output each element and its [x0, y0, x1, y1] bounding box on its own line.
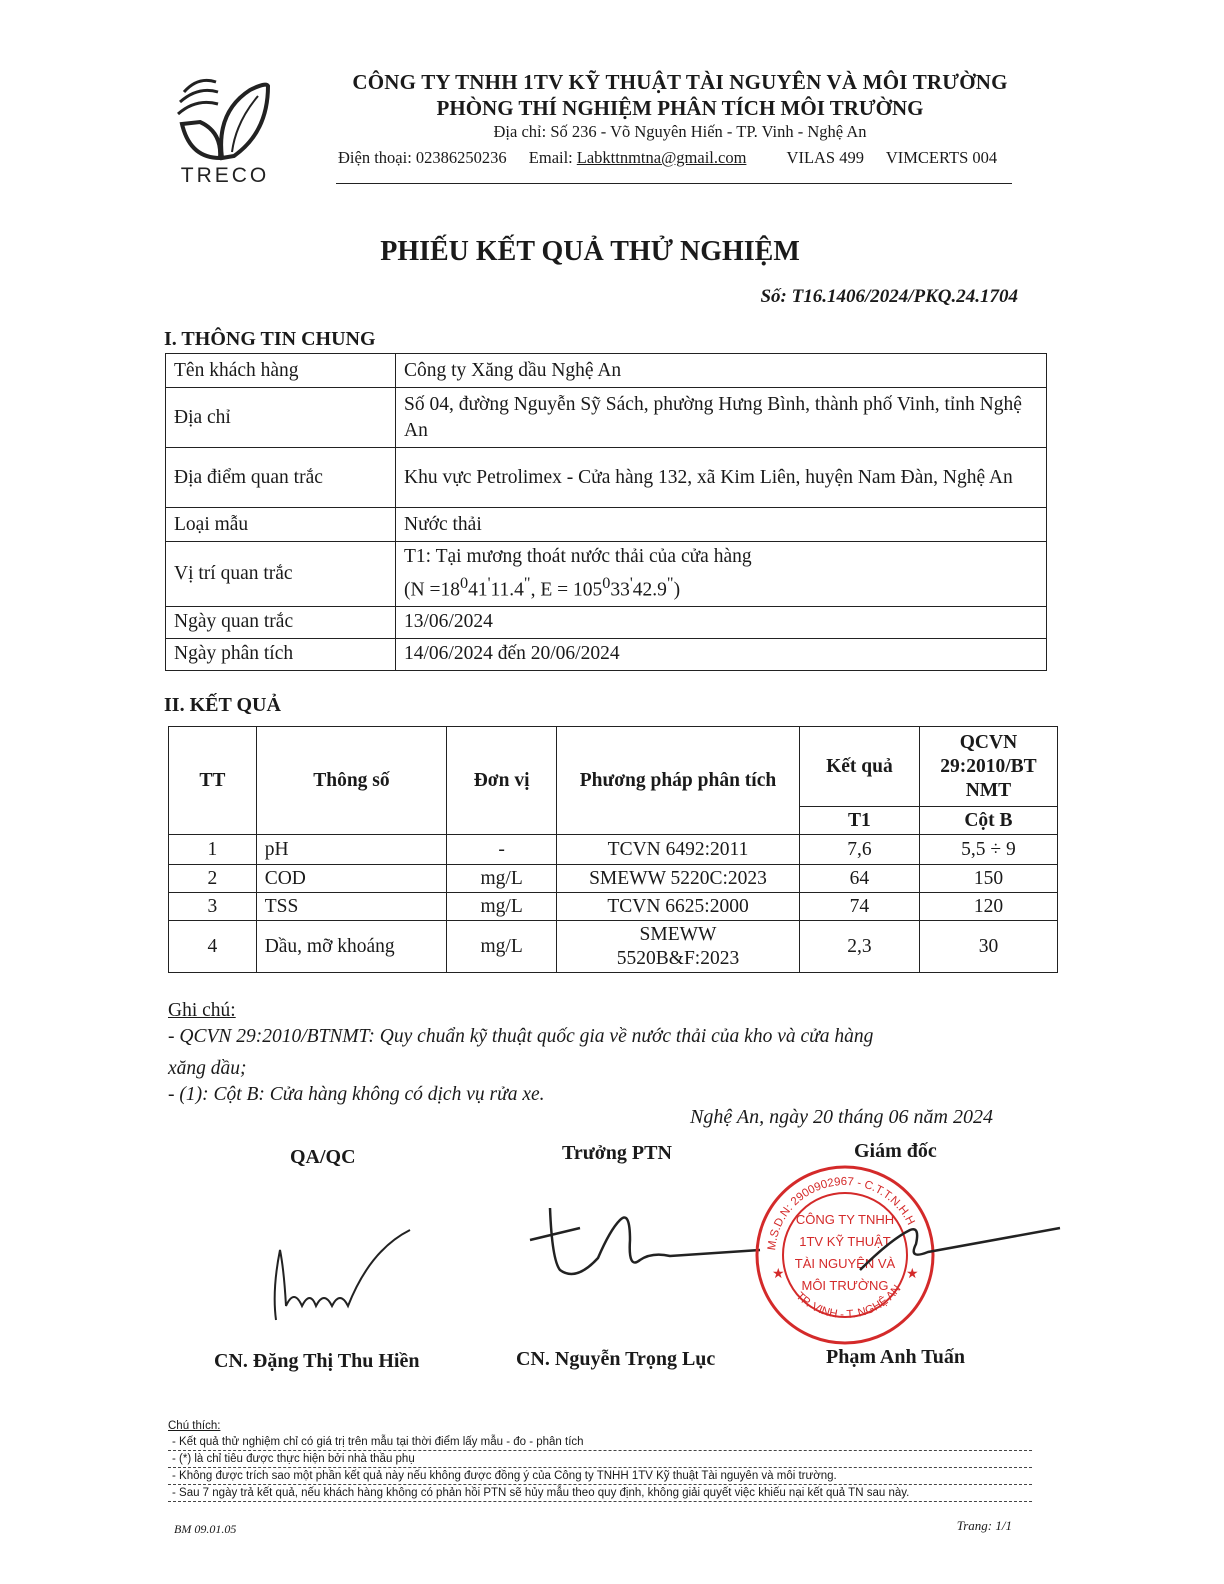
- row-unit: -: [447, 835, 557, 865]
- info-value: Số 04, đường Nguyễn Sỹ Sách, phường Hưng Bình, thành phố Vinh, tỉnh Nghệ An: [396, 388, 1047, 448]
- monitoring-coordinates: [404, 570, 1038, 604]
- row-result: 64: [799, 865, 919, 893]
- company-name: CÔNG TY TNHH 1TV KỸ THUẬT TÀI NGUYÊN VÀ MÔI TRƯỜNG: [352, 70, 1008, 94]
- seal-line: TÀI NGUYÊN VÀ: [794, 1256, 896, 1271]
- row-method: SMEWW 5520B&F:2023: [557, 921, 800, 973]
- seal-line: 1TV KỸ THUẬT: [799, 1234, 891, 1249]
- company-logo: [170, 72, 280, 190]
- notes-title: Ghi chú:: [168, 1000, 236, 1021]
- info-key: Địa chỉ: [166, 388, 396, 448]
- company-address: Địa chỉ: Số 236 - Võ Nguyên Hiến - TP. Vinh - Nghệ An: [493, 122, 867, 141]
- info-key: Loại mẫu: [166, 508, 396, 542]
- coord-part: ": [523, 574, 531, 592]
- col-header-result: Kết quả: [799, 727, 919, 807]
- row-param: COD: [256, 865, 447, 893]
- table-row: [166, 638, 1047, 670]
- row-param: pH: [256, 835, 447, 865]
- coord-part: 11.4: [490, 579, 524, 601]
- col-header-tt: TT: [169, 727, 257, 835]
- coord-part: ': [487, 574, 491, 592]
- section-results-heading: II. KẾT QUẢ: [164, 694, 281, 716]
- email-label: Email:: [528, 148, 573, 167]
- info-value-cell: [396, 542, 1047, 607]
- info-value: 14/06/2024 đến 20/06/2024: [396, 638, 1047, 670]
- document-number: Số: T16.1406/2024/PKQ.24.1704: [760, 286, 1018, 307]
- row-param: Dầu, mỡ khoáng: [256, 921, 447, 973]
- lab-head-signer-name: CN. Nguyễn Trọng Lục: [516, 1348, 716, 1370]
- coord-part: ): [673, 579, 681, 601]
- email-link[interactable]: Labkttnmtna@gmail.com: [576, 148, 747, 167]
- lab-head-signature-icon: [520, 1200, 770, 1290]
- leaf-logo-icon: [170, 72, 280, 164]
- row-limit: 5,5 ÷ 9: [919, 835, 1057, 865]
- seal-line: MÔI TRƯỜNG: [801, 1278, 889, 1293]
- table-row: [166, 354, 1047, 388]
- coord-part: 33: [610, 579, 630, 601]
- coord-part: , E = 105: [530, 579, 603, 601]
- coord-part: 41: [468, 579, 488, 601]
- row-limit: 30: [919, 921, 1057, 973]
- footer-line: - Kết quả thử nghiệm chỉ có giá trị trên mẫu tại thời điểm lấy mẫu - đo - phân tích: [168, 1434, 1032, 1451]
- col-subheader-cot-b: Cột B: [919, 807, 1057, 835]
- row-tt: 2: [169, 865, 257, 893]
- info-value: Công ty Xăng dầu Nghệ An: [396, 354, 1047, 388]
- row-unit: mg/L: [447, 865, 557, 893]
- row-method: SMEWW 5220C:2023: [557, 865, 800, 893]
- monitoring-position: T1: Tại mương thoát nước thải của cửa hàng: [404, 546, 752, 567]
- vimcerts-code: VIMCERTS 004: [885, 148, 998, 167]
- info-key: Ngày quan trắc: [166, 606, 396, 638]
- coord-part: 42.9: [632, 579, 667, 601]
- results-table: [168, 726, 1058, 973]
- coord-part: 0: [602, 574, 611, 592]
- coord-part: (N =18: [404, 579, 460, 601]
- qa-signature-icon: [250, 1210, 420, 1330]
- document-title: PHIẾU KẾT QUẢ THỬ NGHIỆM: [380, 236, 800, 267]
- row-tt: 4: [169, 921, 257, 973]
- footer-line: - Không được trích sao một phần kết quả này nếu không được đồng ý của Công ty TNHH 1TV Kỹ thuật Tài nguyên và môi trường.: [168, 1468, 1032, 1485]
- row-method: TCVN 6492:2011: [557, 835, 800, 865]
- director-signature-icon: [850, 1210, 1070, 1290]
- table-row: [169, 921, 1058, 973]
- director-role: Giám đốc: [854, 1140, 937, 1162]
- header-divider: [336, 183, 1012, 184]
- row-method: TCVN 6625:2000: [557, 893, 800, 921]
- lab-head-role: Trưởng PTN: [562, 1142, 672, 1164]
- row-result: 7,6: [799, 835, 919, 865]
- table-row: [169, 865, 1058, 893]
- col-subheader-t1: T1: [799, 807, 919, 835]
- table-row: [166, 542, 1047, 607]
- phone-number: Điện thoại: 02386250236: [338, 148, 507, 167]
- section-general-info-heading: I. THÔNG TIN CHUNG: [164, 328, 376, 350]
- row-limit: 150: [919, 865, 1057, 893]
- row-tt: 3: [169, 893, 257, 921]
- note-line: - (1): Cột B: Cửa hàng không có dịch vụ rửa xe.: [168, 1084, 545, 1105]
- row-unit: mg/L: [447, 893, 557, 921]
- form-code: BM 09.01.05: [174, 1522, 237, 1536]
- col-header-unit: Đơn vị: [447, 727, 557, 835]
- col-header-method: Phương pháp phân tích: [557, 727, 800, 835]
- coord-part: 0: [459, 574, 469, 592]
- general-info-table: [165, 353, 1047, 671]
- table-row: [166, 606, 1047, 638]
- info-value: Khu vực Petrolimex - Cửa hàng 132, xã Kim Liên, huyện Nam Đàn, Nghệ An: [396, 448, 1047, 508]
- row-unit: mg/L: [447, 921, 557, 973]
- note-line: - QCVN 29:2010/BTNMT: Quy chuẩn kỹ thuật quốc gia về nước thải của kho và cửa hàng: [168, 1026, 874, 1047]
- table-row: [166, 508, 1047, 542]
- table-row: [166, 448, 1047, 508]
- qa-signer-name: CN. Đặng Thị Thu Hiền: [214, 1350, 420, 1372]
- seal-line: CÔNG TY TNHH: [795, 1212, 895, 1227]
- seal-ring-bottom: TP. VINH - T. NGHỆ AN: [793, 1283, 904, 1322]
- lab-name: PHÒNG THÍ NGHIỆM PHÂN TÍCH MÔI TRƯỜNG: [436, 96, 924, 120]
- col-header-standard: QCVN 29:2010/BT NMT: [919, 727, 1057, 807]
- seal-ring-top: M.S.D.N: 2900902967 - C.T.T.N.H.H: [766, 1175, 917, 1252]
- table-row: [169, 835, 1058, 865]
- col-header-param: Thông số: [256, 727, 447, 835]
- footer-line: - Sau 7 ngày trả kết quả, nếu khách hàng không có phản hồi PTN sẽ hủy mẫu theo quy định, không giải quyết việc khiếu nại kết quả TN sau này.: [168, 1485, 1032, 1502]
- info-key: Địa điểm quan trắc: [166, 448, 396, 508]
- row-limit: 120: [919, 893, 1057, 921]
- table-row: [166, 388, 1047, 448]
- info-value: Nước thải: [396, 508, 1047, 542]
- logo-wordmark: TRECO: [180, 164, 270, 187]
- row-result: 2,3: [799, 921, 919, 973]
- footer-line: - (*) là chỉ tiêu được thực hiện bởi nhà thầu phụ: [168, 1451, 1032, 1468]
- contact-line: [338, 148, 1015, 168]
- director-signer-name: Phạm Anh Tuấn: [826, 1346, 965, 1368]
- info-value: 13/06/2024: [396, 606, 1047, 638]
- info-key: Tên khách hàng: [166, 354, 396, 388]
- vilas-code: VILAS 499: [786, 148, 864, 167]
- footer-title: Chú thích:: [168, 1420, 221, 1432]
- qa-role: QA/QC: [290, 1146, 356, 1168]
- page-number: Trang: 1/1: [956, 1518, 1012, 1533]
- info-key: Ngày phân tích: [166, 638, 396, 670]
- table-row: [169, 893, 1058, 921]
- coord-part: ": [666, 574, 674, 592]
- row-result: 74: [799, 893, 919, 921]
- seal-star-icon: ★: [906, 1267, 919, 1282]
- footer-remarks: [168, 1420, 1032, 1502]
- info-key: Vị trí quan trắc: [166, 542, 396, 607]
- issue-date-line: Nghệ An, ngày 20 tháng 06 năm 2024: [690, 1106, 993, 1128]
- note-line: xăng dầu;: [168, 1058, 247, 1079]
- coord-part: ': [629, 574, 633, 592]
- row-param: TSS: [256, 893, 447, 921]
- table-header-row: [169, 727, 1058, 807]
- row-tt: 1: [169, 835, 257, 865]
- seal-star-icon: ★: [772, 1267, 785, 1282]
